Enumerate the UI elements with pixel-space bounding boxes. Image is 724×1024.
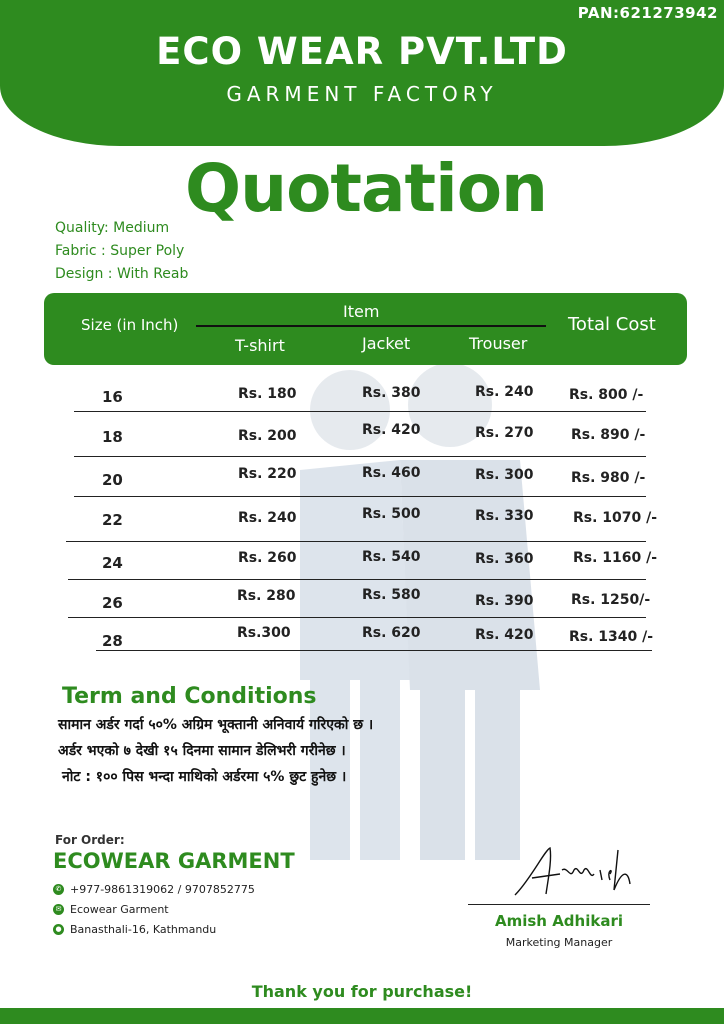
spec-fabric: Fabric : Super Poly <box>55 243 185 259</box>
table-header <box>44 293 687 365</box>
header-divider <box>196 325 546 327</box>
cell-tshirt: Rs. 180 <box>238 386 297 402</box>
cell-size: 20 <box>102 471 123 489</box>
cell-size: 24 <box>102 554 123 572</box>
cell-size: 22 <box>102 511 123 529</box>
signature-line <box>468 904 650 905</box>
row-divider <box>74 496 646 497</box>
cell-total: Rs. 1160 /- <box>573 550 658 566</box>
cell-trouser: Rs. 240 <box>475 384 534 400</box>
row-divider <box>66 541 646 542</box>
cell-jacket: Rs. 620 <box>362 625 421 641</box>
cell-total: Rs. 1340 /- <box>569 629 654 645</box>
cell-tshirt: Rs. 240 <box>238 510 297 526</box>
cell-total: Rs. 1070 /- <box>573 510 658 526</box>
order-company: ECOWEAR GARMENT <box>53 849 295 873</box>
header-trouser: Trouser <box>469 334 528 353</box>
spec-design: Design : With Reab <box>55 266 189 282</box>
cell-jacket: Rs. 380 <box>362 385 421 401</box>
cell-trouser: Rs. 360 <box>475 551 534 567</box>
cell-size: 16 <box>102 388 123 406</box>
order-label: For Order: <box>55 833 125 847</box>
messenger-icon: ✉ <box>53 904 64 915</box>
header-size: Size (in Inch) <box>81 316 179 334</box>
cell-jacket: Rs. 580 <box>362 587 421 603</box>
signatory-role: Marketing Manager <box>505 936 613 949</box>
row-divider <box>96 650 652 651</box>
cell-tshirt: Rs. 280 <box>237 588 296 604</box>
cell-tshirt: Rs. 220 <box>238 466 297 482</box>
cell-size: 18 <box>102 428 123 446</box>
cell-trouser: Rs. 330 <box>475 508 534 524</box>
terms-line: सामान अर्डर गर्दा ५०% अग्रिम भूक्तानी अनिवार्य गरिएको छ । <box>58 717 374 733</box>
whatsapp-icon: ✆ <box>53 884 64 895</box>
header-jacket: Jacket <box>362 334 411 353</box>
contact-phone <box>53 883 255 896</box>
header-item: Item <box>343 302 380 321</box>
cell-tshirt: Rs. 200 <box>238 428 297 444</box>
thank-you-note: Thank you for purchase! <box>251 982 473 1001</box>
cell-total: Rs. 1250/- <box>571 592 651 608</box>
signature <box>510 840 640 902</box>
cell-total: Rs. 890 /- <box>571 427 646 443</box>
location-pin-icon: ● <box>53 924 64 935</box>
signatory-name: Amish Adhikari <box>494 912 623 930</box>
terms-title: Term and Conditions <box>62 684 317 709</box>
company-name: ECO WEAR PVT.LTD <box>156 30 568 73</box>
cell-size: 26 <box>102 594 123 612</box>
cell-trouser: Rs. 390 <box>475 593 534 609</box>
cell-tshirt: Rs.300 <box>237 625 291 641</box>
watermark-photo <box>280 360 580 880</box>
document-title: Quotation <box>185 150 548 227</box>
cell-tshirt: Rs. 260 <box>238 550 297 566</box>
cell-trouser: Rs. 300 <box>475 467 534 483</box>
pan-number: PAN:621273942 <box>577 4 718 22</box>
row-divider <box>74 411 646 412</box>
cell-jacket: Rs. 460 <box>362 465 421 481</box>
header-tshirt: T-shirt <box>235 336 285 355</box>
cell-size: 28 <box>102 632 123 650</box>
header-total: Total Cost <box>568 314 656 335</box>
cell-jacket: Rs. 540 <box>362 549 421 565</box>
cell-jacket: Rs. 420 <box>362 422 421 438</box>
cell-trouser: Rs. 420 <box>475 627 534 643</box>
terms-line: नोट : १०० पिस भन्दा माथिको अर्डरमा ५% छुट हुनेछ । <box>62 769 347 785</box>
company-subtitle: GARMENT FACTORY <box>226 82 498 106</box>
row-divider <box>74 456 646 457</box>
contact-address <box>53 923 216 936</box>
cell-total: Rs. 980 /- <box>571 470 646 486</box>
row-divider <box>68 579 646 580</box>
terms-line: अर्डर भएको ७ देखी १५ दिनमा सामान डेलिभरी गरीनेछ । <box>58 743 346 759</box>
cell-total: Rs. 800 /- <box>569 387 644 403</box>
cell-trouser: Rs. 270 <box>475 425 534 441</box>
footer-band <box>0 1008 724 1024</box>
cell-jacket: Rs. 500 <box>362 506 421 522</box>
row-divider <box>68 617 646 618</box>
spec-quality: Quality: Medium <box>55 220 170 236</box>
phone-text: +977-9861319062 / 9707852775 <box>70 883 255 896</box>
contact-social <box>53 903 169 916</box>
address-text: Banasthali-16, Kathmandu <box>70 923 217 936</box>
social-text: Ecowear Garment <box>70 903 169 916</box>
